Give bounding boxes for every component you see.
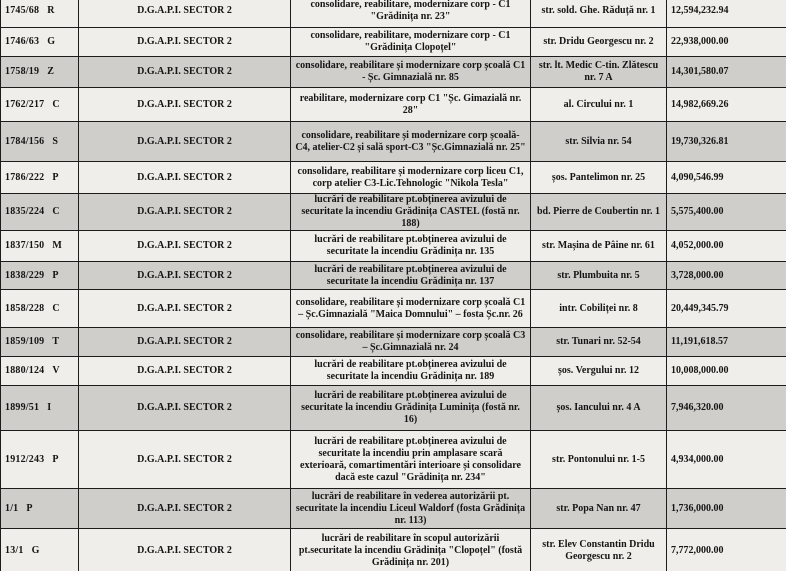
row-address: șos. Iancului nr. 4 A <box>531 386 667 431</box>
row-letter: T <box>52 336 60 347</box>
row-address: str. Pontonului nr. 1-5 <box>531 431 667 489</box>
row-code: 1758/19 <box>5 66 40 77</box>
row-beneficiary: D.G.A.P.I. SECTOR 2 <box>79 529 291 571</box>
table-row <box>1 489 786 529</box>
row-beneficiary: D.G.A.P.I. SECTOR 2 <box>79 328 291 357</box>
row-object: lucrări de reabilitare pt.obținerea avizului de securitate la incendiu Grădinița nr. 189 <box>291 357 531 386</box>
row-address: str. Plumbuita nr. 5 <box>531 262 667 290</box>
row-beneficiary: D.G.A.P.I. SECTOR 2 <box>79 431 291 489</box>
row-beneficiary: D.G.A.P.I. SECTOR 2 <box>79 122 291 162</box>
table-row <box>1 386 786 431</box>
row-letter: P <box>52 171 59 183</box>
row-address: str. Silvia nr. 54 <box>531 122 667 162</box>
row-address: șos. Pantelimon nr. 25 <box>531 162 667 194</box>
row-object: lucrări de reabilitare pt.obținerea avizului de securitate la incendiu prin amplasare scară exterioară, comartimentări interioare și consolidare dacă este cazul "Grădinița nr. 234" <box>291 431 531 489</box>
row-value: 3,728,000.00 <box>667 262 786 290</box>
row-code-cell <box>1 489 79 529</box>
table-row <box>1 28 786 57</box>
row-address: str. sold. Ghe. Răduță nr. 1 <box>531 0 667 28</box>
row-code: 1784/156 <box>5 135 45 147</box>
row-object: lucrări de reabilitare pt.obținerea avizului de securitate la incendiu Grădinița Luminița (fostă nr. 16) <box>291 386 531 431</box>
row-code: 1837/150 <box>5 240 45 251</box>
row-code: 1745/68 <box>5 5 40 16</box>
row-beneficiary: D.G.A.P.I. SECTOR 2 <box>79 231 291 262</box>
row-object: consolidare, reabilitare și modernizare corp școală C1 – Șc.Gimnazială "Maica Domnului" – fosta Șc.nr. 26 <box>291 290 531 328</box>
row-code-cell <box>1 386 79 431</box>
row-value: 14,982,669.26 <box>667 88 786 122</box>
row-code-cell <box>1 57 79 88</box>
row-letter: Z <box>47 66 54 77</box>
row-value: 7,772,000.00 <box>667 529 786 571</box>
row-letter: I <box>47 402 52 413</box>
table-row <box>1 57 786 88</box>
row-object: reabilitare, modernizare corp C1 "Șc. Gimazială nr. 28" <box>291 88 531 122</box>
row-value: 7,946,320.00 <box>667 386 786 431</box>
row-code-cell <box>1 231 79 262</box>
row-address: șos. Vergului nr. 12 <box>531 357 667 386</box>
row-code-cell <box>1 529 79 571</box>
row-code: 1/1 <box>5 502 19 514</box>
row-letter: S <box>52 135 58 147</box>
table-row <box>1 194 786 231</box>
row-code-cell <box>1 122 79 162</box>
row-beneficiary: D.G.A.P.I. SECTOR 2 <box>79 194 291 231</box>
row-value: 4,090,546.99 <box>667 162 786 194</box>
row-code-cell <box>1 262 79 290</box>
row-code: 1835/224 <box>5 206 45 217</box>
row-code: 1899/51 <box>5 402 40 413</box>
row-letter: C <box>52 302 60 314</box>
row-letter: P <box>52 269 59 281</box>
row-letter: G <box>47 36 55 47</box>
row-object: consolidare, reabilitare și modernizare corp liceu C1, corp atelier C3-Lic.Tehnologic "Nikola Tesla" <box>291 162 531 194</box>
row-value: 5,575,400.00 <box>667 194 786 231</box>
row-code: 13/1 <box>5 545 24 556</box>
row-beneficiary: D.G.A.P.I. SECTOR 2 <box>79 262 291 290</box>
row-letter: R <box>47 5 55 16</box>
row-beneficiary: D.G.A.P.I. SECTOR 2 <box>79 162 291 194</box>
row-code-cell <box>1 194 79 231</box>
row-value: 19,730,326.81 <box>667 122 786 162</box>
row-code-cell <box>1 88 79 122</box>
row-value: 20,449,345.79 <box>667 290 786 328</box>
row-value: 4,934,000.00 <box>667 431 786 489</box>
row-value: 1,736,000.00 <box>667 489 786 529</box>
table-row <box>1 0 786 28</box>
row-code-cell <box>1 162 79 194</box>
row-address: str. Mașina de Pâine nr. 61 <box>531 231 667 262</box>
row-code: 1786/222 <box>5 171 45 183</box>
table-row <box>1 122 786 162</box>
row-value: 22,938,000.00 <box>667 28 786 57</box>
row-object: lucrări de reabilitare în scopul autorizării pt.securitate la incendiu Grădinița "Clopoțel" (fostă Grădinița nr. 201) <box>291 529 531 571</box>
row-value: 12,594,232.94 <box>667 0 786 28</box>
table-row <box>1 262 786 290</box>
row-code-cell <box>1 357 79 386</box>
table-row <box>1 328 786 357</box>
table-row <box>1 357 786 386</box>
row-beneficiary: D.G.A.P.I. SECTOR 2 <box>79 357 291 386</box>
row-beneficiary: D.G.A.P.I. SECTOR 2 <box>79 386 291 431</box>
row-value: 14,301,580.07 <box>667 57 786 88</box>
row-code: 1838/229 <box>5 269 45 281</box>
row-code: 1858/228 <box>5 302 45 314</box>
row-address: bd. Pierre de Coubertin nr. 1 <box>531 194 667 231</box>
row-code-cell <box>1 290 79 328</box>
row-address: str. Popa Nan nr. 47 <box>531 489 667 529</box>
row-letter: C <box>52 206 60 217</box>
row-object: lucrări de reabilitare în vederea autorizării pt. securitate la incendiu Liceul Waldorf (fosta Grădinița nr. 113) <box>291 489 531 529</box>
row-object: lucrări de reabilitare pt.obținerea avizului de securitate la incendiu Grădinița CASTEL (fostă nr. 188) <box>291 194 531 231</box>
row-beneficiary: D.G.A.P.I. SECTOR 2 <box>79 57 291 88</box>
table-body <box>1 0 786 571</box>
table-row <box>1 290 786 328</box>
row-code: 1762/217 <box>5 98 45 110</box>
row-code-cell <box>1 431 79 489</box>
row-letter: P <box>26 502 33 514</box>
row-object: lucrări de reabilitare pt.obținerea avizului de securitate la incendiu Grădinița nr. 135 <box>291 231 531 262</box>
row-value: 11,191,618.57 <box>667 328 786 357</box>
row-object: consolidare, reabilitare, modernizare corp - C1 "Grădinița Clopoțel" <box>291 28 531 57</box>
row-code: 1880/124 <box>5 365 45 376</box>
row-code: 1746/63 <box>5 36 40 47</box>
row-address: intr. Cobiliței nr. 8 <box>531 290 667 328</box>
row-address: str. Tunari nr. 52-54 <box>531 328 667 357</box>
row-object: consolidare, reabilitare și modernizare corp școală C3 – Șc.Gimnazială nr. 24 <box>291 328 531 357</box>
table-row <box>1 162 786 194</box>
row-object: consolidare, reabilitare, modernizare corp - C1 "Grădinița nr. 23" <box>291 0 531 28</box>
row-beneficiary: D.G.A.P.I. SECTOR 2 <box>79 489 291 529</box>
row-address: al. Circului nr. 1 <box>531 88 667 122</box>
row-letter: M <box>52 240 62 251</box>
table-row <box>1 231 786 262</box>
row-address: str. Dridu Georgescu nr. 2 <box>531 28 667 57</box>
row-object: lucrări de reabilitare pt.obținerea avizului de securitate la incendiu Grădinița nr. 137 <box>291 262 531 290</box>
table-row <box>1 529 786 571</box>
row-object: consolidare, reabilitare și modernizare corp școală C1 - Șc. Gimnazială nr. 85 <box>291 57 531 88</box>
row-address: str. Elev Constantin Dridu Georgescu nr. 2 <box>531 529 667 571</box>
row-value: 10,008,000.00 <box>667 357 786 386</box>
row-beneficiary: D.G.A.P.I. SECTOR 2 <box>79 0 291 28</box>
row-value: 4,052,000.00 <box>667 231 786 262</box>
row-code: 1859/109 <box>5 336 45 347</box>
row-object: consolidare, reabilitare și modernizare corp școală-C4, atelier-C2 și sală sport-C3 "Șc.Gimnazială nr. 25" <box>291 122 531 162</box>
row-letter: V <box>52 365 60 376</box>
row-beneficiary: D.G.A.P.I. SECTOR 2 <box>79 290 291 328</box>
row-letter: P <box>52 453 59 465</box>
row-code-cell <box>1 0 79 28</box>
row-code-cell <box>1 328 79 357</box>
row-address: str. lt. Medic C-tin. Zlătescu nr. 7 A <box>531 57 667 88</box>
table-row <box>1 431 786 489</box>
row-beneficiary: D.G.A.P.I. SECTOR 2 <box>79 88 291 122</box>
row-letter: G <box>31 545 40 556</box>
row-code: 1912/243 <box>5 453 45 465</box>
row-letter: C <box>52 98 60 110</box>
table-row <box>1 88 786 122</box>
row-code-cell <box>1 28 79 57</box>
row-beneficiary: D.G.A.P.I. SECTOR 2 <box>79 28 291 57</box>
